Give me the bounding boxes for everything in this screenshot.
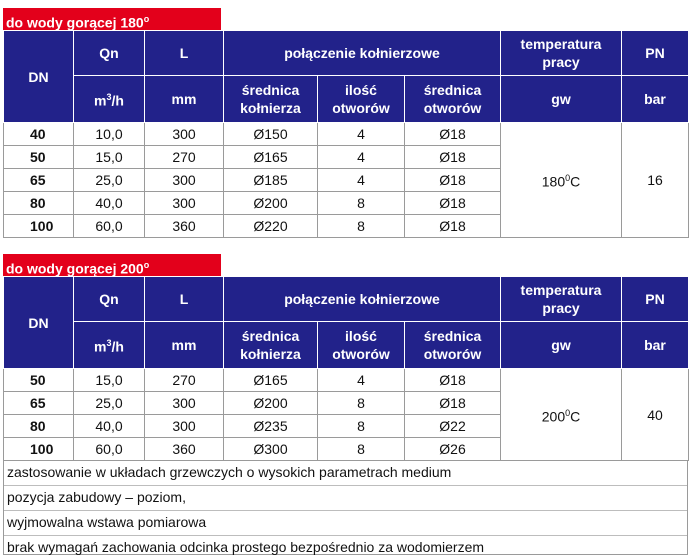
cell-hole-diameter: Ø18 [405, 215, 501, 238]
header-temperature-unit: gw [501, 76, 622, 123]
cell-qn: 25,0 [74, 169, 145, 192]
cell-flange-diameter: Ø220 [224, 215, 318, 238]
header-l-unit: mm [145, 322, 224, 369]
header-temperature-unit: gw [501, 322, 622, 369]
cell-holes: 4 [318, 369, 405, 392]
cell-l: 300 [145, 169, 224, 192]
table-row [4, 369, 689, 392]
header-hole-diameter: średnica otworów [405, 76, 501, 123]
cell-hole-diameter: Ø18 [405, 369, 501, 392]
cell-dn: 50 [4, 369, 74, 392]
header-dn: DN [4, 277, 74, 369]
header-hole-diameter: średnica otworów [405, 322, 501, 369]
header-pn-unit: bar [622, 322, 689, 369]
cell-holes: 4 [318, 146, 405, 169]
cell-l: 300 [145, 123, 224, 146]
note-line: brak wymagań zachowania odcinka prostego bezpośrednio za wodomierzem [7, 539, 485, 555]
header-dn: DN [4, 31, 74, 123]
cell-l: 270 [145, 369, 224, 392]
cell-holes: 8 [318, 415, 405, 438]
cell-pn: 16 [622, 123, 689, 238]
cell-qn: 15,0 [74, 146, 145, 169]
header-holes-count: ilość otworów [318, 76, 405, 123]
cell-hole-diameter: Ø18 [405, 169, 501, 192]
section2-title: do wody gorącej 200$^o$ [3, 254, 221, 276]
header-pn: PN [622, 31, 689, 76]
cell-l: 300 [145, 392, 224, 415]
section1-table [3, 30, 689, 238]
header-pn-unit: bar [622, 76, 689, 123]
cell-dn: 80 [4, 192, 74, 215]
note-line: wyjmowalna wstawa pomiarowa [4, 511, 687, 536]
cell-hole-diameter: Ø18 [405, 123, 501, 146]
cell-qn: 40,0 [74, 415, 145, 438]
cell-flange-diameter: Ø150 [224, 123, 318, 146]
cell-flange-diameter: Ø200 [224, 192, 318, 215]
header-l-unit: mm [145, 76, 224, 123]
cell-dn: 65 [4, 169, 74, 192]
table-row [4, 123, 689, 146]
cell-l: 300 [145, 192, 224, 215]
header-flange-diameter: średnica kołnierza [224, 76, 318, 123]
header-pn: PN [622, 277, 689, 322]
cell-holes: 8 [318, 438, 405, 461]
cell-temperature: $180^0C$ [501, 123, 622, 238]
cell-dn: 50 [4, 146, 74, 169]
header-flange-connection: połączenie kołnierzowe [224, 31, 501, 76]
header-holes-count: ilość otworów [318, 322, 405, 369]
cell-hole-diameter: Ø22 [405, 415, 501, 438]
cell-flange-diameter: Ø165 [224, 146, 318, 169]
header-qn: Qn [74, 31, 145, 76]
cell-hole-diameter: Ø18 [405, 192, 501, 215]
cell-dn: 100 [4, 438, 74, 461]
cell-flange-diameter: Ø300 [224, 438, 318, 461]
cell-qn: 40,0 [74, 192, 145, 215]
cell-l: 360 [145, 215, 224, 238]
cell-flange-diameter: Ø165 [224, 369, 318, 392]
cell-dn: 65 [4, 392, 74, 415]
header-qn-unit: $m^3/h$ [74, 76, 145, 123]
cell-flange-diameter: Ø200 [224, 392, 318, 415]
cell-qn: 60,0 [74, 215, 145, 238]
header-l: L [145, 31, 224, 76]
cell-hole-diameter: Ø18 [405, 392, 501, 415]
header-qn-unit: $m^3/h$ [74, 322, 145, 369]
cell-dn: 40 [4, 123, 74, 146]
cell-pn: 40 [622, 369, 689, 461]
cell-dn: 100 [4, 215, 74, 238]
cell-qn: 60,0 [74, 438, 145, 461]
cell-qn: 25,0 [74, 392, 145, 415]
header-temperature: temperatura pracy [501, 31, 622, 76]
cell-qn: 10,0 [74, 123, 145, 146]
cell-l: 360 [145, 438, 224, 461]
cell-flange-diameter: Ø185 [224, 169, 318, 192]
notes-box [3, 460, 688, 555]
header-flange-connection: połączenie kołnierzowe [224, 277, 501, 322]
cell-holes: 8 [318, 192, 405, 215]
cell-holes: 4 [318, 123, 405, 146]
cell-hole-diameter: Ø18 [405, 146, 501, 169]
note-line: pozycja zabudowy – poziom, [4, 486, 687, 511]
header-temperature: temperatura pracy [501, 277, 622, 322]
cell-l: 300 [145, 415, 224, 438]
header-flange-diameter: średnica kołnierza [224, 322, 318, 369]
header-qn: Qn [74, 277, 145, 322]
cell-dn: 80 [4, 415, 74, 438]
header-l: L [145, 277, 224, 322]
note-line: zastosowanie w układach grzewczych o wysokich parametrach medium [4, 461, 687, 486]
cell-holes: 8 [318, 392, 405, 415]
cell-flange-diameter: Ø235 [224, 415, 318, 438]
cell-temperature: $200^0C$ [501, 369, 622, 461]
cell-qn: 15,0 [74, 369, 145, 392]
cell-holes: 8 [318, 215, 405, 238]
cell-l: 270 [145, 146, 224, 169]
cell-hole-diameter: Ø26 [405, 438, 501, 461]
section1-title: do wody gorącej 180$^o$ [3, 8, 221, 30]
section2-table [3, 276, 689, 461]
cell-holes: 4 [318, 169, 405, 192]
